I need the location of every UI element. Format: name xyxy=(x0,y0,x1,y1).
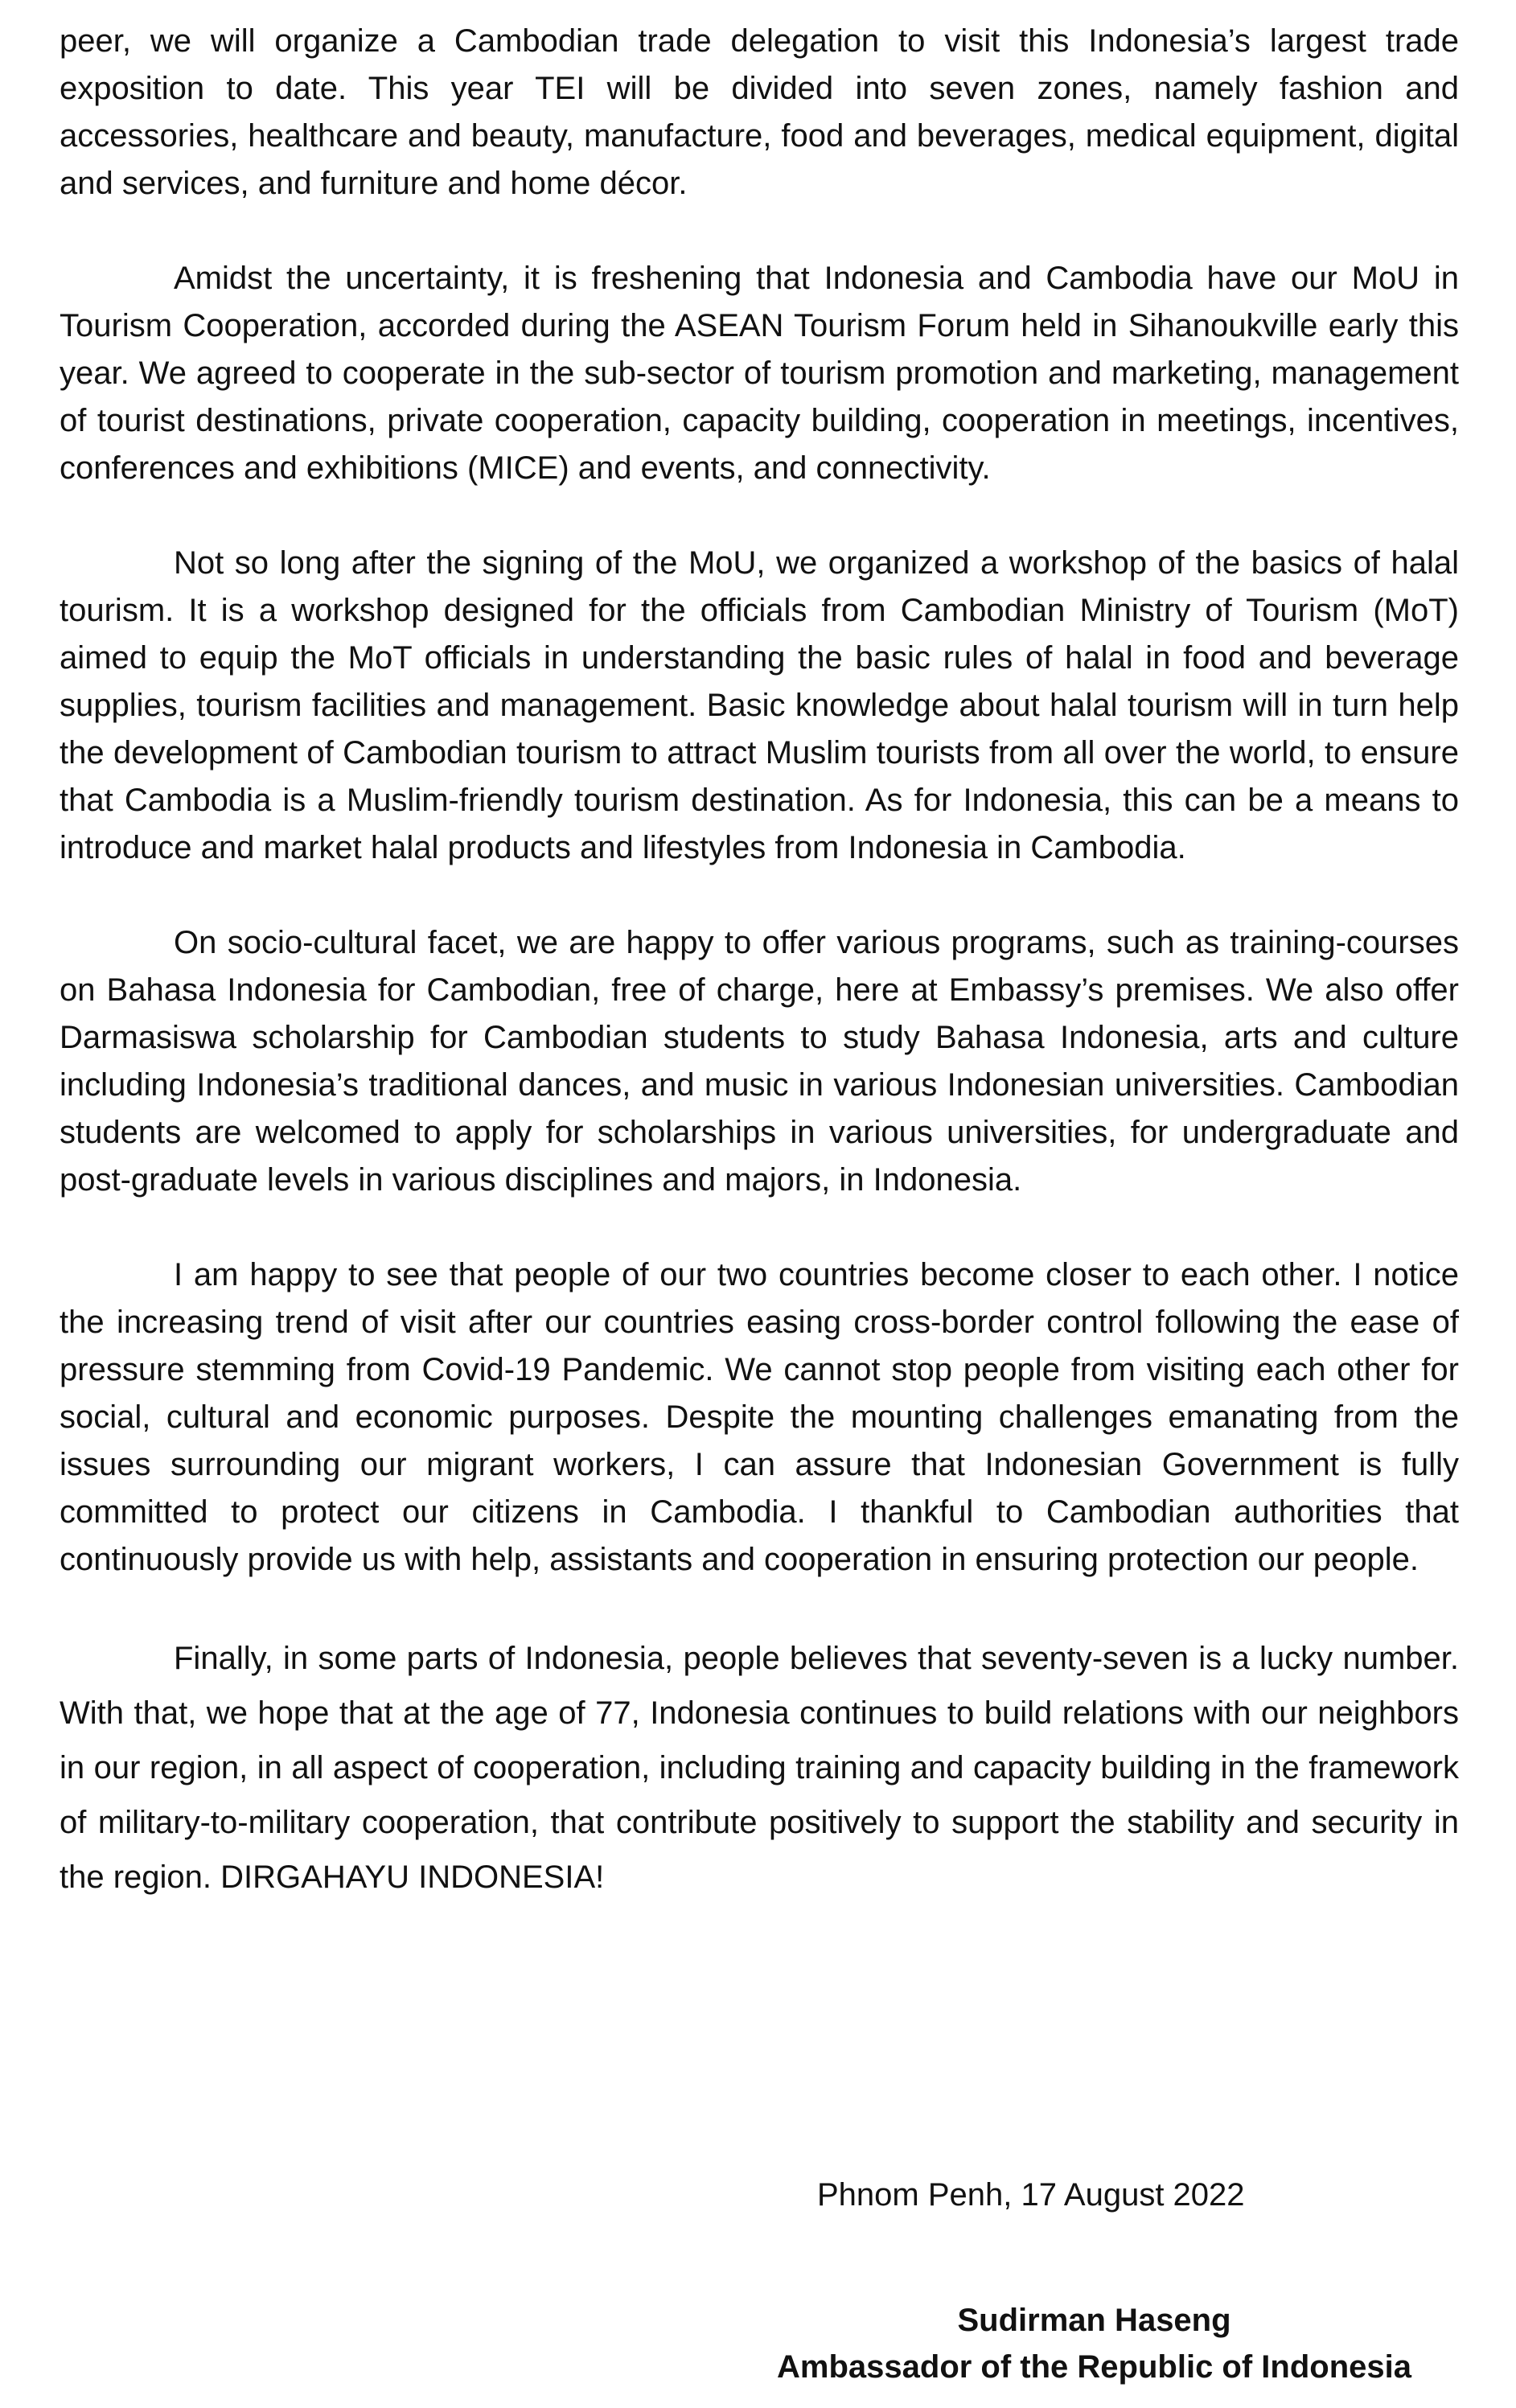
signature-block xyxy=(777,2297,1411,2390)
paragraph-socio-cultural: On socio-cultural facet, we are happy to offer various programs, such as training-courses on Bahasa Indonesia for Cambodian, free of charge, here at Embassy’s premises. We also offer Darmasiswa scholarship for Cambodian students to study Bahasa Indonesia, arts and culture including Indonesia’s traditional dances, and music in various Indonesian universities. Cambodian students are welcomed to apply for scholarships in various universities, for undergraduate and post-graduate levels in various disciplines and majors, in Indonesia. xyxy=(60,925,1459,1198)
paragraph-halal-tourism: Not so long after the signing of the MoU, we organized a workshop of the basics of halal tourism. It is a workshop designed for the officials from Cambodian Ministry of Tourism (MoT) aimed to equip the MoT officials in understanding the basic rules of halal in food and beverage supplies, tourism facilities and management. Basic knowledge about halal tourism will in turn help the development of Cambodian tourism to attract Muslim tourists from all over the world, to ensure that Cambodia is a Muslim-friendly tourism destination. As for Indonesia, this can be a means to introduce and market halal products and lifestyles from Indonesia in Cambodia. xyxy=(60,545,1459,865)
paragraph-gap xyxy=(60,208,1459,255)
dateline: Phnom Penh, 17 August 2022 xyxy=(817,2177,1245,2213)
paragraph-closing: Finally, in some parts of Indonesia, people believes that seventy-seven is a lucky number. With that, we hope that at the age of 77, Indonesia continues to build relations with our neighbors in our region, in all aspect of cooperation, including training and capacity building in the framework of military-to-military cooperation, that contribute positively to support the stability and security in the region. DIRGAHAYU INDONESIA! xyxy=(60,1641,1459,1895)
paragraph-people-to-people: I am happy to see that people of our two countries become closer to each other. I notice the increasing trend of visit after our countries easing cross-border control following the ease of pressure stemming from Covid-19 Pandemic. We cannot stop people from visiting each other for social, cultural and economic purposes. Despite the mounting challenges emanating from the issues surrounding our migrant workers, I can assure that Indonesian Government is fully committed to protect our citizens in Cambodia. I thankful to Cambodian authorities that continuously provide us with help, assistants and cooperation in ensuring protection our people. xyxy=(60,1257,1459,1577)
paragraph-gap xyxy=(60,1204,1459,1251)
signatory-name: Sudirman Haseng xyxy=(957,2303,1231,2338)
paragraph-gap xyxy=(60,1584,1459,1631)
document-body xyxy=(60,18,1459,1905)
paragraph-trade-expo: peer, we will organize a Cambodian trade delegation to visit this Indonesia’s largest trade exposition to date. This year TEI will be divided into seven zones, namely fashion and accessories, healthcare and beauty, manufacture, food and beverages, medical equipment, digital and services, and furniture and home décor. xyxy=(60,23,1459,201)
signatory-title: Ambassador of the Republic of Indonesia xyxy=(777,2349,1411,2385)
paragraph-gap xyxy=(60,872,1459,919)
paragraph-gap xyxy=(60,492,1459,540)
paragraph-tourism-mou: Amidst the uncertainty, it is freshening that Indonesia and Cambodia have our MoU in Tourism Cooperation, accorded during the ASEAN Tourism Forum held in Sihanoukville early this year. We agreed to cooperate in the sub-sector of tourism promotion and marketing, management of tourist destinations, private cooperation, capacity building, cooperation in meetings, incentives, conferences and exhibitions (MICE) and events, and connectivity. xyxy=(60,261,1459,486)
